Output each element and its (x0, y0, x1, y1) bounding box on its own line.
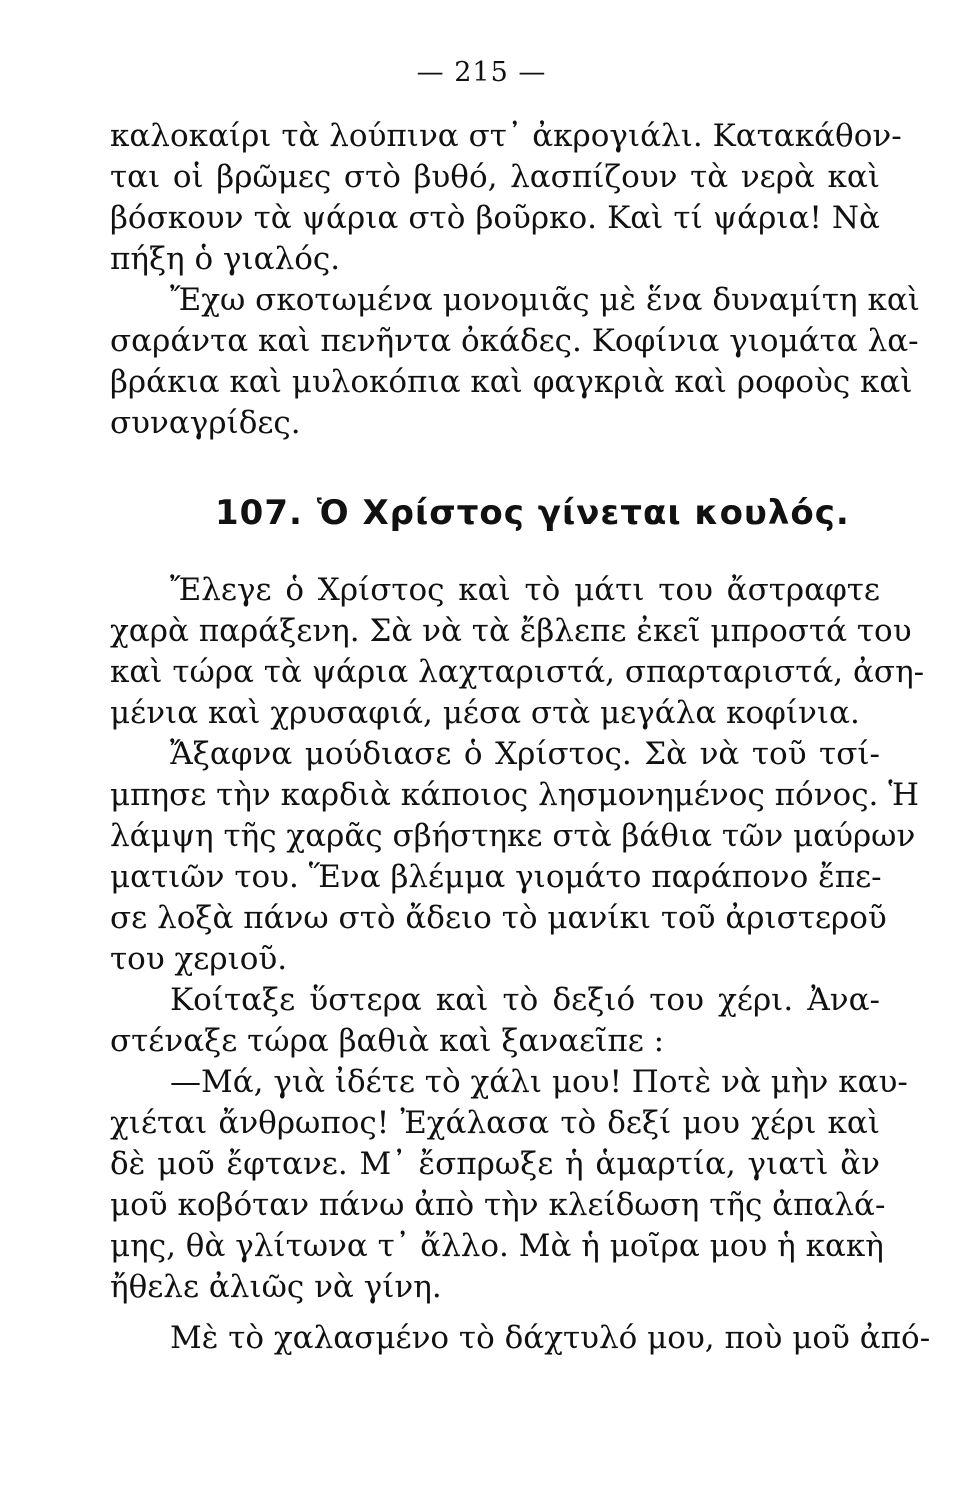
text-line: Ἄξαφνα μούδιασε ὁ Χρίστος. Σὰ νὰ τοῦ τσί- (170, 736, 880, 772)
text-line: Μὲ τὸ χαλασμένο τὸ δάχτυλό μου, ποὺ μοῦ ἀπό- (170, 1320, 931, 1356)
text-line: σαράντα καὶ πενῆντα ὀκάδες. Κοφίνια γιομάτα λα- (110, 323, 919, 359)
text-line: Ἔλεγε ὁ Χρίστος καὶ τὸ μάτι του ἄστραφτε (170, 572, 880, 608)
text-line: μπησε τὴν καρδιὰ κάποιος λησμονημένος πόνος. Ἡ (110, 777, 920, 813)
text-line: του χεριοῦ. (110, 941, 288, 977)
text-line: Ἔχω σκοτωμένα μονομιᾶς μὲ ἕνα δυναμίτη καὶ (170, 282, 920, 318)
text-line: μένια καὶ χρυσαφιά, μέσα στὰ μεγάλα κοφίνια. (110, 695, 860, 731)
text-line: καλοκαίρι τὰ λούπινα στ᾽ ἀκρογιάλι. Κατακάθον- (110, 118, 902, 154)
text-line: χαρὰ παράξενη. Σὰ νὰ τὰ ἔβλεπε ἐκεῖ μπροστά του (110, 613, 912, 649)
section-heading (215, 491, 850, 535)
text-line: μης, θὰ γλίτωνα τ᾽ ἄλλο. Μὰ ἡ μοῖρα μου ἡ κακὴ (110, 1228, 884, 1264)
text-line: συναγρίδες. (110, 405, 301, 441)
text-line: ται οἱ βρῶμες στὸ βυθό, λασπίζουν τὰ νερὰ καὶ (110, 159, 880, 195)
text-line: δὲ μοῦ ἔφτανε. Μ᾽ ἔσπρωξε ἡ ἁμαρτία, γιατὶ ἂν (110, 1146, 880, 1182)
page-number: — 215 — (416, 57, 547, 88)
text-line: λάμψη τῆς χαρᾶς σβήστηκε στὰ βάθια τῶν μαύρων (110, 818, 916, 854)
text-line: χιέται ἄνθρωπος! Ἐχάλασα τὸ δεξί μου χέρι καὶ (110, 1105, 880, 1141)
text-line: πήξη ὁ γιαλός. (110, 241, 341, 277)
text-line: σε λοξὰ πάνω στὸ ἄδειο τὸ μανίκι τοῦ ἀριστεροῦ (110, 900, 887, 936)
text-line: στέναξε τώρα βαθιὰ καὶ ξαναεῖπε : (110, 1023, 665, 1059)
text-line: μοῦ κοβόταν πάνω ἀπὸ τὴν κλείδωση τῆς ἀπαλά- (110, 1187, 886, 1223)
text-line: ἤθελε ἀλιῶς νὰ γίνη. (110, 1269, 442, 1305)
text-line: —Μά, γιὰ ἰδέτε τὸ χάλι μου! Ποτὲ νὰ μὴν καυ- (170, 1064, 908, 1100)
text-line: βράκια καὶ μυλοκόπια καὶ φαγκριὰ καὶ ροφοὺς καὶ (110, 364, 913, 400)
text-line: ματιῶν του. Ἕνα βλέμμα γιομάτο παράπονο ἔπε- (110, 859, 882, 895)
section-number: 107. (215, 493, 303, 533)
section-title: Ὁ Χρίστος γίνεται κουλός. (316, 493, 850, 533)
text-line: καὶ τώρα τὰ ψάρια λαχταριστά, σπαρταριστά, ἀση- (110, 654, 925, 690)
text-line: βόσκουν τὰ ψάρια στὸ βοῦρκο. Καὶ τί ψάρια! Νὰ (110, 200, 880, 236)
text-line: Κοίταξε ὕστερα καὶ τὸ δεξιό του χέρι. Ἀνα- (170, 982, 880, 1018)
